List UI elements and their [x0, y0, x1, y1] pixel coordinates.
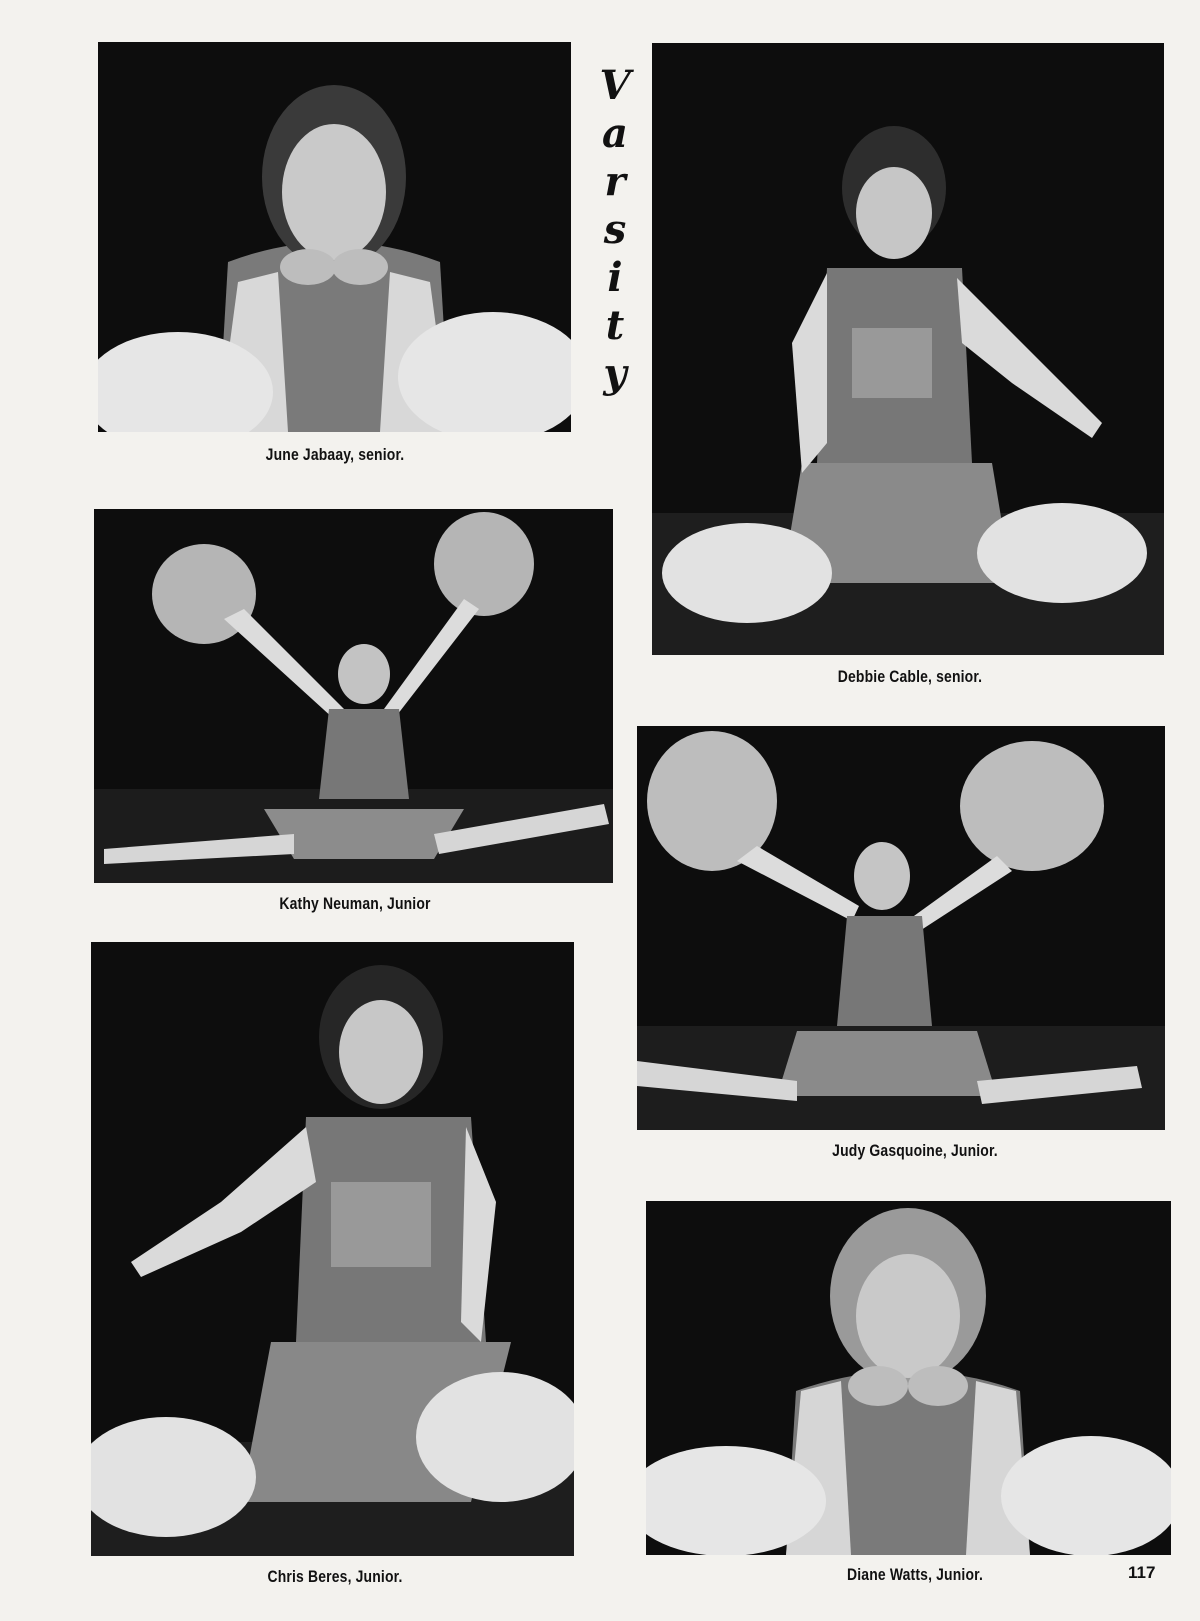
title-letter: y	[603, 350, 627, 397]
portrait-image	[637, 726, 1165, 1130]
title-letter: s	[603, 206, 627, 253]
caption-diane-watts: Diane Watts, Junior.	[847, 1565, 983, 1584]
caption-debbie-cable: Debbie Cable, senior.	[837, 667, 983, 686]
caption-judy-gasquoine: Judy Gasquoine, Junior.	[832, 1141, 998, 1160]
portrait-image	[91, 942, 574, 1556]
photo-judy-gasquoine	[637, 726, 1165, 1130]
portrait-image	[94, 509, 613, 883]
photo-kathy-neuman	[94, 509, 613, 883]
caption-chris-beres: Chris Beres, Junior.	[267, 1567, 403, 1586]
title-letter: a	[602, 110, 628, 157]
portrait-image	[98, 42, 571, 432]
caption-kathy-neuman: Kathy Neuman, Junior	[279, 894, 431, 913]
title-letter: t	[605, 302, 625, 349]
photo-chris-beres	[91, 942, 574, 1556]
portrait-image	[646, 1201, 1171, 1555]
varsity-title	[590, 62, 640, 398]
portrait-image	[652, 43, 1164, 655]
caption-june-jabaay: June Jabaay, senior.	[265, 445, 405, 464]
title-letter: V	[599, 62, 631, 109]
photo-diane-watts	[646, 1201, 1171, 1555]
title-letter: r	[604, 158, 626, 205]
photo-debbie-cable	[652, 43, 1164, 655]
page-number: 117	[1128, 1563, 1156, 1582]
photo-june-jabaay	[98, 42, 571, 432]
title-letter: i	[607, 254, 623, 301]
